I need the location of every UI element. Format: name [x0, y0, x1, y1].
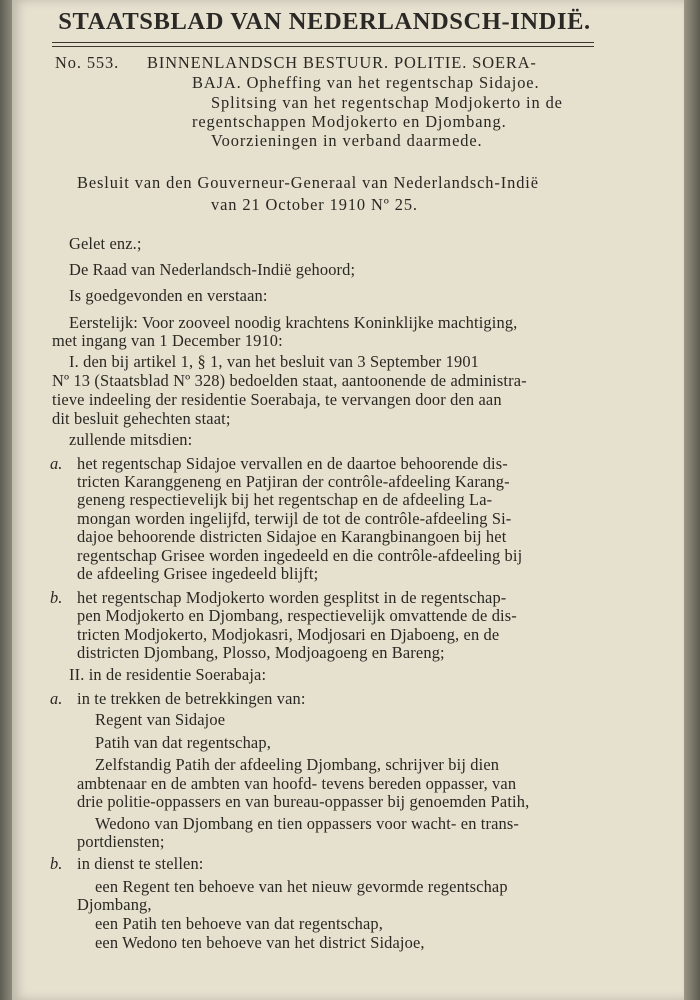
body-line: ambtenaar en de ambten van hoofd- tevens bereden oppasser, van	[77, 774, 517, 793]
body-line: Nº 13 (Staatsblad Nº 328) bedoelden staat, aantoonende de administra-	[52, 371, 527, 390]
body-line: II. in de residentie Soerabaja:	[69, 665, 267, 684]
decree-subject-line: regentschappen Modjokerto en Djombang.	[192, 112, 507, 131]
body-line: tricten Karanggeneng en Patjiran der contrôle-afdeeling Karang-	[77, 472, 510, 491]
body-line: zullende mitsdien:	[69, 430, 193, 449]
body-line: Eerstelijk: Voor zooveel noodig krachtens Koninklijke machtiging,	[69, 313, 518, 332]
body-line: het regentschap Sidajoe vervallen en de daartoe behoorende dis-	[77, 454, 508, 473]
body-line: I. den bij artikel 1, § 1, van het besluit van 3 September 1901	[69, 352, 480, 371]
body-line: dit besluit gehechten staat;	[52, 409, 231, 428]
header-rule	[52, 42, 594, 43]
body-line: districten Djombang, Plosso, Modjoagoeng en Bareng;	[77, 643, 445, 662]
body-line: de afdeeling Grisee ingedeeld blijft;	[77, 564, 319, 583]
decree-number: No. 553.	[55, 53, 120, 72]
body-line: Regent van Sidajoe	[95, 710, 226, 729]
body-line: De Raad van Nederlandsch-Indië gehoord;	[69, 260, 356, 279]
page-header: STAATSBLAD VAN NEDERLANDSCH-INDIË.	[58, 8, 591, 35]
body-line: in dienst te stellen:	[77, 854, 204, 873]
page-edge	[684, 0, 700, 1000]
list-marker-a: a.	[50, 689, 63, 708]
body-line: mongan worden ingelijfd, terwijl de tot de contrôle-afdeeling Si-	[77, 509, 512, 528]
decree-subject-line: Voorzieningen in verband daarmede.	[211, 131, 483, 150]
body-line: Wedono van Djombang en tien oppassers voor wacht- en trans-	[95, 814, 520, 833]
body-line: pen Modjokerto en Djombang, respectievelijk omvattende de dis-	[77, 606, 517, 625]
body-line: geneng respectievelijk bij het regentschap en de afdeeling La-	[77, 490, 493, 509]
body-line: het regentschap Modjokerto worden gesplitst in de regentschap-	[77, 588, 507, 607]
body-line: Zelfstandig Patih der afdeeling Djombang, schrijver bij dien	[95, 755, 500, 774]
body-line: tieve indeeling der residentie Soerabaja, te vervangen door den aan	[52, 390, 502, 409]
book-binding-edge	[0, 0, 12, 1000]
body-line: Gelet enz.;	[69, 234, 142, 253]
body-line: regentschap Grisee worden ingedeeld en die contrôle-afdeeling bij	[77, 546, 523, 565]
decree-title: Besluit van den Gouverneur-Generaal van Nederlandsch-Indië	[77, 173, 539, 192]
body-line: Djombang,	[77, 895, 152, 914]
body-line: een Regent ten behoeve van het nieuw gevormde regentschap	[95, 877, 508, 896]
decree-date: van 21 October 1910 Nº 25.	[211, 195, 418, 214]
body-line: portdiensten;	[77, 832, 165, 851]
body-line: tricten Modjokerto, Modjokasri, Modjosari en Djaboeng, en de	[77, 625, 500, 644]
body-line: Patih van dat regentschap,	[95, 733, 271, 752]
body-line: met ingang van 1 December 1910:	[52, 331, 283, 350]
body-line: Is goedgevonden en verstaan:	[69, 286, 268, 305]
header-rule-thin	[52, 46, 594, 47]
body-line: in te trekken de betrekkingen van:	[77, 689, 306, 708]
list-marker-b: b.	[50, 588, 63, 607]
list-marker-a: a.	[50, 454, 63, 473]
list-marker-b: b.	[50, 854, 63, 873]
decree-subject-line: BAJA. Opheffing van het regentschap Sidajoe.	[192, 73, 540, 92]
decree-subject-line: BINNENLANDSCH BESTUUR. POLITIE. SOERA-	[147, 53, 537, 72]
body-line: een Patih ten behoeve van dat regentschap,	[95, 914, 384, 933]
decree-subject-line: Splitsing van het regentschap Modjokerto in de	[211, 93, 563, 112]
body-line: dajoe behoorende districten Sidajoe en Karangbinangoen bij het	[77, 527, 507, 546]
body-line: een Wedono ten behoeve van het district Sidajoe,	[95, 933, 425, 952]
body-line: drie politie-oppassers en van bureau-oppasser bij genoemden Patih,	[77, 792, 530, 811]
